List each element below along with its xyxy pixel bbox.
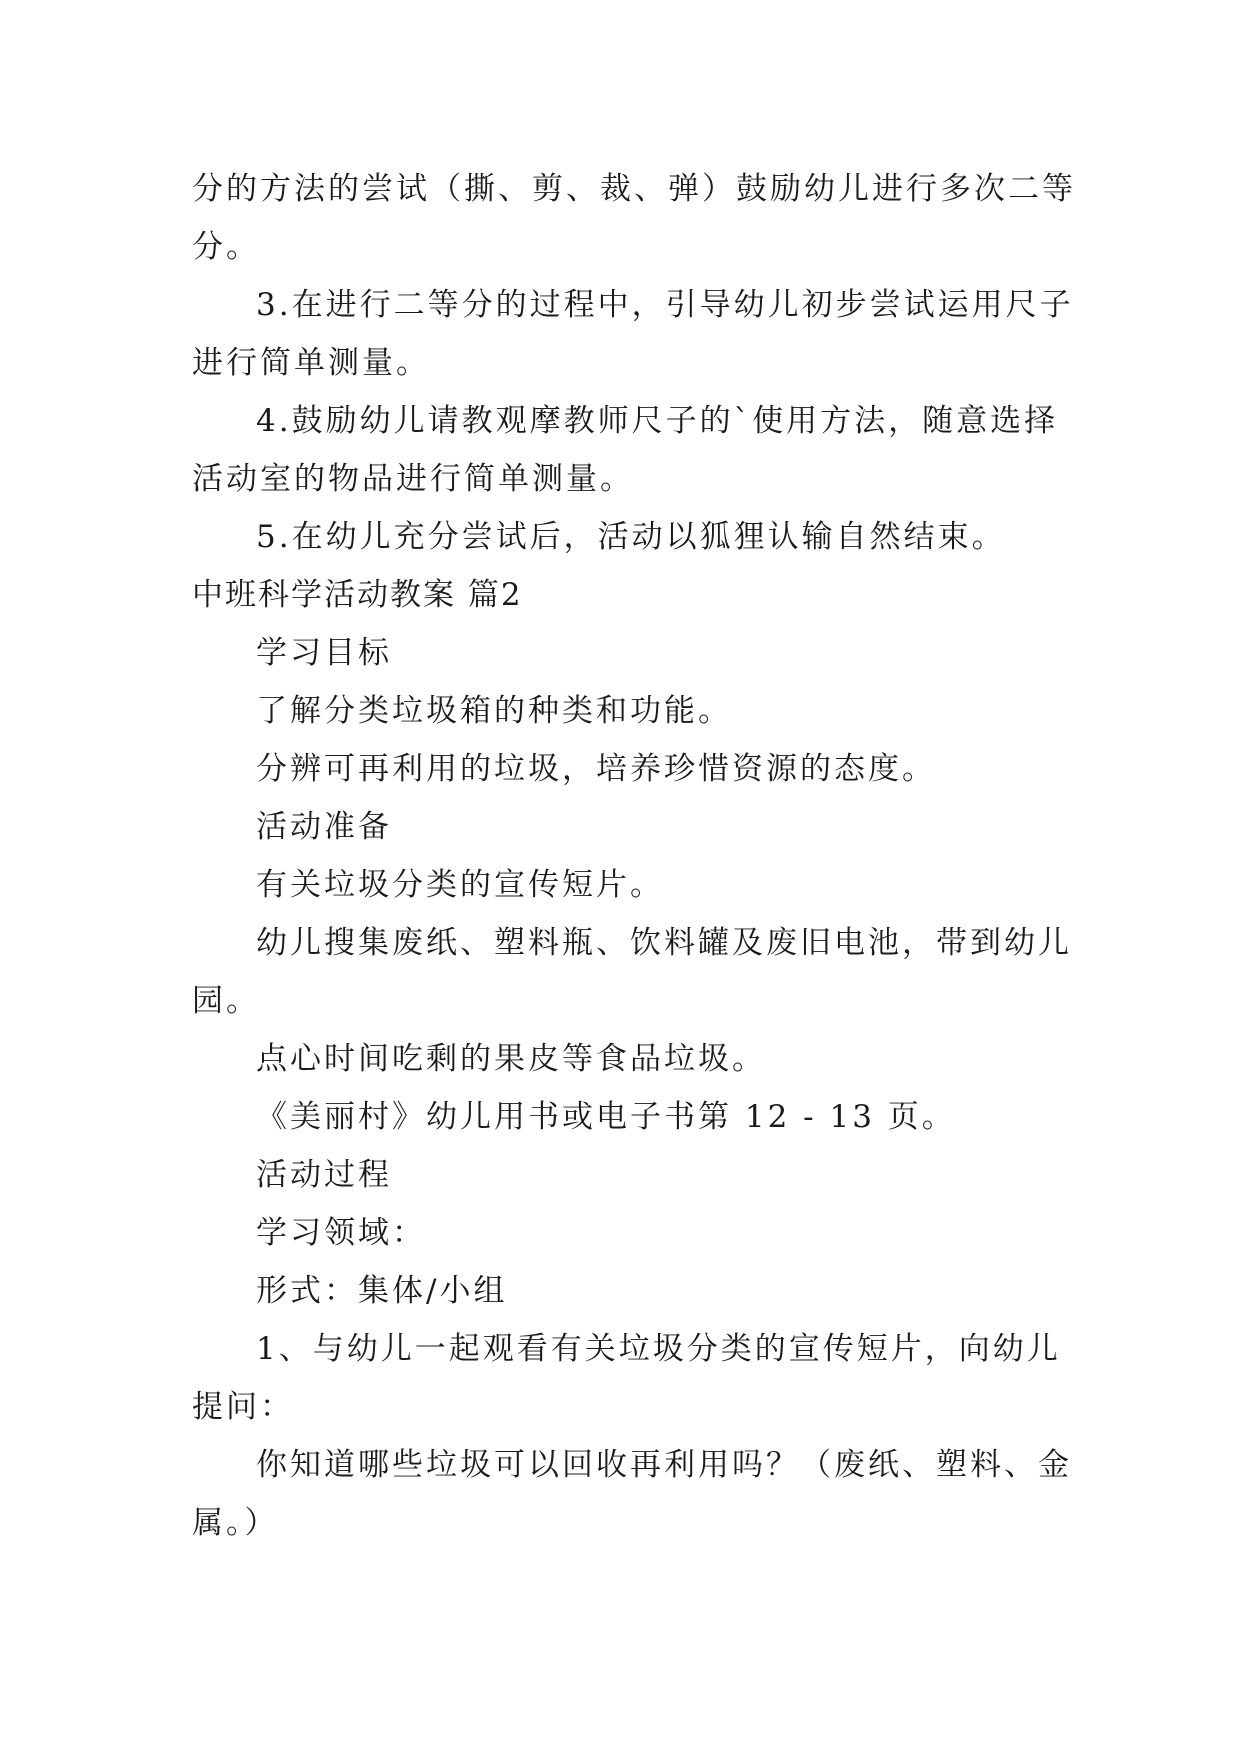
goal-item: 了解分类垃圾箱的种类和功能。	[256, 693, 732, 729]
paragraph-line: 属。）	[192, 1505, 279, 1541]
paragraph-line: 提问：	[192, 1389, 294, 1425]
document-page	[192, 160, 1076, 1552]
process-step-1: 1、与幼儿一起观看有关垃圾分类的宣传短片，向幼儿	[256, 1331, 1061, 1367]
paragraph-line: 分的方法的尝试（撕、剪、裁、弹）鼓励幼儿进行多次二等	[192, 171, 1076, 207]
paragraph-line: 进行简单测量。	[192, 345, 430, 381]
subheading-process: 活动过程	[256, 1157, 392, 1193]
preparation-item: 点心时间吃剩的果皮等食品垃圾。	[256, 1041, 766, 1077]
question-line: 你知道哪些垃圾可以回收再利用吗？（废纸、塑料、金	[256, 1447, 1072, 1483]
subheading-learning-goals: 学习目标	[256, 635, 392, 671]
section-title: 中班科学活动教案 篇2	[192, 577, 523, 613]
paragraph-line: 活动室的物品进行简单测量。	[192, 461, 634, 497]
process-field: 学习领域：	[256, 1215, 426, 1251]
step-5-line: 5.在幼儿充分尝试后，活动以狐狸认输自然结束。	[256, 519, 1006, 555]
paragraph-line: 分。	[192, 229, 260, 265]
goal-item: 分辨可再利用的垃圾，培养珍惜资源的态度。	[256, 751, 936, 787]
preparation-item: 《美丽村》幼儿用书或电子书第 12 - 13 页。	[256, 1099, 956, 1135]
preparation-item: 有关垃圾分类的宣传短片。	[256, 867, 664, 903]
subheading-preparation: 活动准备	[256, 809, 392, 845]
step-4-line: 4.鼓励幼儿请教观摩教师尺子的`使用方法，随意选择	[256, 403, 1059, 439]
process-format: 形式：集体/小组	[256, 1273, 508, 1309]
paragraph-line: 园。	[192, 983, 260, 1019]
step-3-line: 3.在进行二等分的过程中，引导幼儿初步尝试运用尺子	[256, 287, 1074, 323]
preparation-item: 幼儿搜集废纸、塑料瓶、饮料罐及废旧电池，带到幼儿	[256, 925, 1072, 961]
